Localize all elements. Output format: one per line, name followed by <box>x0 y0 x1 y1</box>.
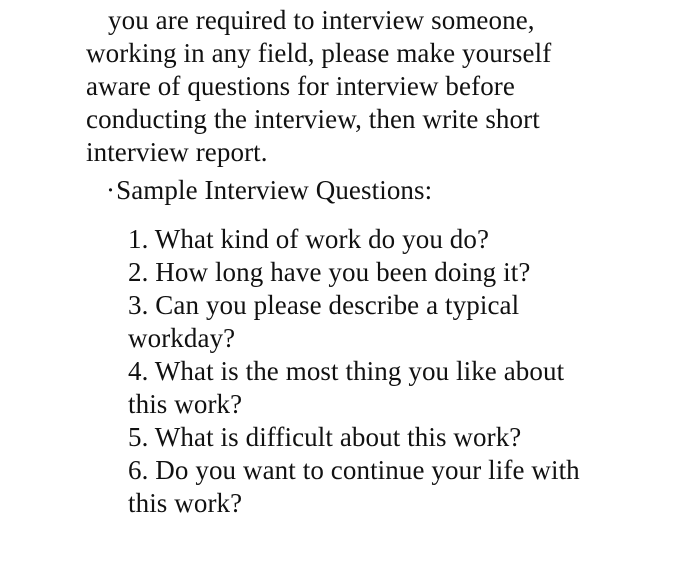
sample-heading <box>106 174 432 207</box>
bullet-dot: · <box>106 175 116 205</box>
question-4-line-1: 4. What is the most thing you like about <box>128 356 565 386</box>
intro-line-5: interview report. <box>86 137 268 167</box>
question-3-line-1: 3. Can you please describe a typical <box>128 290 520 320</box>
question-6-line-1: 6. Do you want to continue your life with <box>128 455 580 485</box>
intro-line-1: you are required to interview someone, <box>108 5 535 35</box>
question-3-line-2: workday? <box>128 323 236 353</box>
sample-heading-text: Sample Interview Questions: <box>116 175 433 205</box>
intro-line-3: aware of questions for interview before <box>86 71 515 101</box>
question-6-line-2: this work? <box>128 488 243 518</box>
question-2: 2. How long have you been doing it? <box>128 257 531 287</box>
intro-line-2: working in any field, please make yourself <box>86 38 552 68</box>
question-4-line-2: this work? <box>128 389 243 419</box>
intro-line-4: conducting the interview, then write short <box>86 104 540 134</box>
question-5: 5. What is difficult about this work? <box>128 422 522 452</box>
question-1: 1. What kind of work do you do? <box>128 224 490 254</box>
